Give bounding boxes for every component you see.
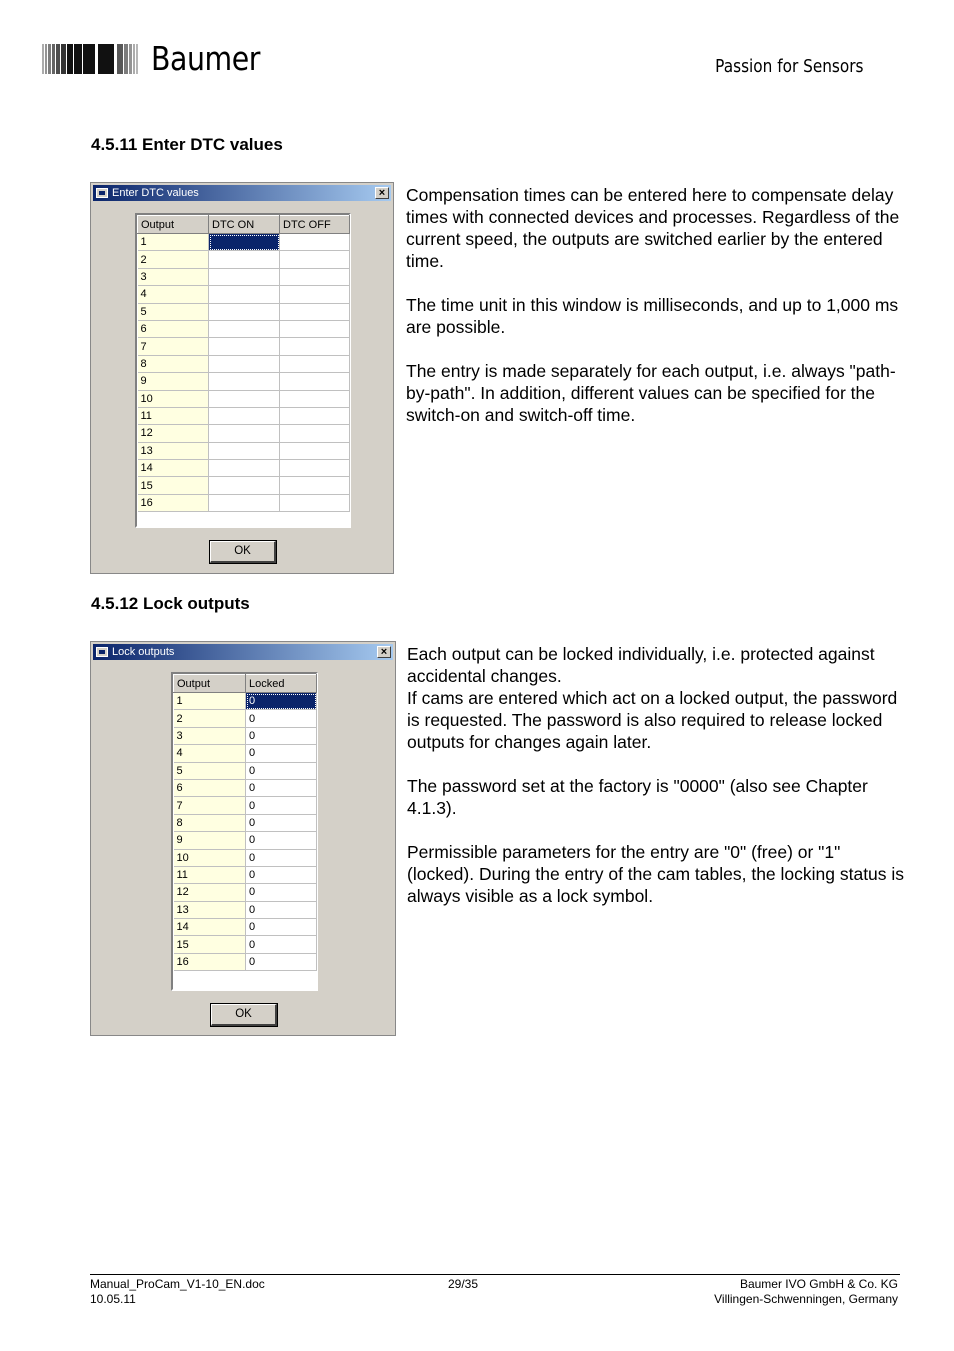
lock-description — [407, 643, 907, 929]
dtc-on-cell[interactable] — [209, 355, 280, 372]
paragraph: If cams are entered which act on a locked output, the password is requested. The password is also required to release locked outputs for changes again later. — [407, 688, 898, 752]
paragraph: The entry is made separately for each output, i.e. always "path-by-path". In addition, different values can be specified for the switch-on and switch-off time. — [406, 361, 896, 425]
lock-grid[interactable] — [171, 672, 318, 991]
dtc-off-cell[interactable] — [280, 338, 350, 355]
table-row[interactable] — [138, 390, 350, 407]
locked-cell[interactable]: 0 — [246, 953, 317, 970]
table-row[interactable] — [174, 727, 317, 744]
output-cell: 8 — [138, 355, 209, 372]
dtc-on-cell[interactable] — [209, 338, 280, 355]
locked-cell[interactable]: 0 — [246, 919, 317, 936]
table-row[interactable] — [138, 320, 350, 337]
dtc-off-cell[interactable] — [280, 355, 350, 372]
close-icon[interactable]: × — [377, 646, 391, 658]
dtc-on-cell[interactable] — [209, 286, 280, 303]
dialog-title: Lock outputs — [112, 646, 175, 658]
dtc-off-cell[interactable] — [280, 425, 350, 442]
output-cell: 7 — [138, 338, 209, 355]
locked-cell[interactable]: 0 — [246, 814, 317, 831]
dtc-on-cell[interactable] — [209, 303, 280, 320]
dtc-on-cell[interactable] — [209, 234, 280, 251]
locked-cell[interactable]: 0 — [246, 849, 317, 866]
table-row[interactable] — [174, 710, 317, 727]
dtc-on-cell[interactable] — [209, 320, 280, 337]
dtc-description — [406, 184, 906, 448]
locked-cell[interactable]: 0 — [246, 710, 317, 727]
locked-cell[interactable]: 0 — [246, 762, 317, 779]
dtc-on-cell[interactable] — [209, 494, 280, 511]
output-cell: 10 — [174, 849, 246, 866]
output-cell: 14 — [138, 460, 209, 477]
table-row[interactable] — [174, 936, 317, 953]
dtc-off-cell[interactable] — [280, 407, 350, 424]
table-row[interactable] — [138, 442, 350, 459]
output-cell: 1 — [138, 234, 209, 251]
paragraph: Each output can be locked individually, i.e. protected against accidental changes. — [407, 644, 875, 686]
output-cell: 12 — [138, 425, 209, 442]
table-row[interactable] — [174, 953, 317, 970]
output-cell: 11 — [174, 866, 246, 883]
locked-cell[interactable]: 0 — [246, 693, 317, 710]
table-row[interactable] — [174, 884, 317, 901]
output-cell: 2 — [174, 710, 246, 727]
output-cell: 12 — [174, 884, 246, 901]
dtc-off-cell[interactable] — [280, 390, 350, 407]
dtc-off-cell[interactable] — [280, 373, 350, 390]
output-cell: 9 — [174, 832, 246, 849]
locked-cell[interactable]: 0 — [246, 797, 317, 814]
column-header-output[interactable]: Output — [138, 216, 209, 234]
logo-bars-icon — [42, 44, 139, 74]
output-cell: 4 — [138, 286, 209, 303]
locked-cell[interactable]: 0 — [246, 779, 317, 796]
paragraph: Permissible parameters for the entry are "0" (free) or "1" (locked). During the entry of the cam tables, the locking status is always visible as a lock symbol. — [407, 842, 905, 906]
output-cell: 6 — [174, 779, 246, 796]
footer-page-number: 29/35 — [448, 1277, 479, 1291]
close-icon[interactable]: × — [375, 187, 389, 199]
locked-cell[interactable]: 0 — [246, 727, 317, 744]
locked-cell[interactable]: 0 — [246, 936, 317, 953]
table-row[interactable] — [138, 373, 350, 390]
dtc-off-cell[interactable] — [280, 477, 350, 494]
table-row[interactable] — [174, 745, 317, 762]
table-row[interactable] — [138, 268, 350, 285]
footer-location: Villingen-Schwenningen, Germany — [714, 1292, 898, 1306]
dialog-titlebar — [93, 185, 391, 201]
locked-cell[interactable]: 0 — [246, 884, 317, 901]
table-row[interactable] — [174, 779, 317, 796]
table-row[interactable] — [174, 814, 317, 831]
footer-left — [90, 1277, 265, 1307]
dtc-on-cell[interactable] — [209, 442, 280, 459]
dtc-on-cell[interactable] — [209, 425, 280, 442]
output-cell: 7 — [174, 797, 246, 814]
paragraph: Compensation times can be entered here to compensate delay times with connected devices and processes. Regardless of the current speed, the outputs are switched earlier by the entered time. — [406, 185, 900, 271]
column-header-dtc-off[interactable]: DTC OFF — [280, 216, 350, 234]
output-cell: 3 — [174, 727, 246, 744]
output-cell: 2 — [138, 251, 209, 268]
dtc-off-cell[interactable] — [280, 494, 350, 511]
table-row[interactable] — [174, 919, 317, 936]
output-cell: 15 — [138, 477, 209, 494]
column-header-locked[interactable]: Locked — [246, 675, 317, 693]
table-row[interactable] — [174, 849, 317, 866]
table-row[interactable] — [138, 425, 350, 442]
table-row[interactable] — [138, 460, 350, 477]
output-cell: 8 — [174, 814, 246, 831]
table-row[interactable] — [138, 477, 350, 494]
dtc-off-cell[interactable] — [280, 320, 350, 337]
table-row[interactable] — [174, 866, 317, 883]
footer-divider — [90, 1274, 900, 1275]
table-row[interactable] — [174, 693, 317, 710]
output-cell: 10 — [138, 390, 209, 407]
table-row[interactable] — [174, 762, 317, 779]
table-row[interactable] — [138, 251, 350, 268]
ok-button[interactable]: OK — [210, 541, 276, 563]
footer-filename: Manual_ProCam_V1-10_EN.doc — [90, 1277, 265, 1291]
dtc-off-cell[interactable] — [280, 303, 350, 320]
output-cell: 1 — [174, 693, 246, 710]
window-icon — [96, 188, 108, 198]
dtc-off-cell[interactable] — [280, 442, 350, 459]
table-row[interactable] — [138, 286, 350, 303]
output-cell: 13 — [138, 442, 209, 459]
dialog-titlebar — [93, 644, 393, 660]
column-header-dtc-on[interactable]: DTC ON — [209, 216, 280, 234]
dialog-title: Enter DTC values — [112, 187, 199, 199]
dtc-off-cell[interactable] — [280, 234, 350, 251]
baumer-logo — [42, 39, 278, 78]
dtc-on-cell[interactable] — [209, 407, 280, 424]
table-row[interactable] — [138, 355, 350, 372]
dtc-off-cell[interactable] — [280, 268, 350, 285]
table-row[interactable] — [174, 901, 317, 918]
dtc-on-cell[interactable] — [209, 268, 280, 285]
locked-cell[interactable]: 0 — [246, 745, 317, 762]
output-cell: 14 — [174, 919, 246, 936]
dtc-on-cell[interactable] — [209, 477, 280, 494]
dtc-on-cell[interactable] — [209, 390, 280, 407]
table-row[interactable] — [138, 494, 350, 511]
output-cell: 6 — [138, 320, 209, 337]
locked-cell[interactable]: 0 — [246, 832, 317, 849]
locked-cell[interactable]: 0 — [246, 866, 317, 883]
grid-header-row — [138, 216, 350, 234]
dtc-on-cell[interactable] — [209, 460, 280, 477]
footer-company: Baumer IVO GmbH & Co. KG — [739, 1277, 898, 1291]
dtc-off-cell[interactable] — [280, 251, 350, 268]
table-row[interactable] — [138, 234, 350, 251]
footer-date: 10.05.11 — [90, 1292, 136, 1306]
lock-dialog — [90, 641, 396, 1036]
output-cell: 15 — [174, 936, 246, 953]
output-cell: 4 — [174, 745, 246, 762]
output-cell: 13 — [174, 901, 246, 918]
output-cell: 5 — [138, 303, 209, 320]
table-row[interactable] — [138, 407, 350, 424]
footer-right — [714, 1277, 898, 1307]
output-cell: 11 — [138, 407, 209, 424]
window-icon — [96, 647, 108, 657]
tagline: Passion for Sensors — [715, 56, 864, 77]
locked-cell[interactable]: 0 — [246, 901, 317, 918]
dtc-grid[interactable] — [135, 213, 351, 528]
section-heading-dtc: 4.5.11 Enter DTC values — [91, 135, 283, 154]
dtc-on-cell[interactable] — [209, 251, 280, 268]
grid-header-row — [174, 675, 317, 693]
column-header-output[interactable]: Output — [174, 675, 246, 693]
paragraph: The password set at the factory is "0000" (also see Chapter 4.1.3). — [407, 776, 868, 818]
dtc-off-cell[interactable] — [280, 460, 350, 477]
dtc-on-cell[interactable] — [209, 373, 280, 390]
output-cell: 9 — [138, 373, 209, 390]
brand-name: Baumer — [151, 39, 261, 78]
output-cell: 3 — [138, 268, 209, 285]
section-heading-lock: 4.5.12 Lock outputs — [91, 594, 250, 613]
output-cell: 16 — [174, 953, 246, 970]
output-cell: 16 — [138, 494, 209, 511]
table-row[interactable] — [174, 832, 317, 849]
table-row[interactable] — [138, 303, 350, 320]
output-cell: 5 — [174, 762, 246, 779]
ok-button[interactable]: OK — [211, 1004, 277, 1026]
dtc-dialog — [90, 182, 394, 574]
table-row[interactable] — [138, 338, 350, 355]
dtc-off-cell[interactable] — [280, 286, 350, 303]
paragraph: The time unit in this window is milliseconds, and up to 1,000 ms are possible. — [406, 295, 899, 337]
table-row[interactable] — [174, 797, 317, 814]
